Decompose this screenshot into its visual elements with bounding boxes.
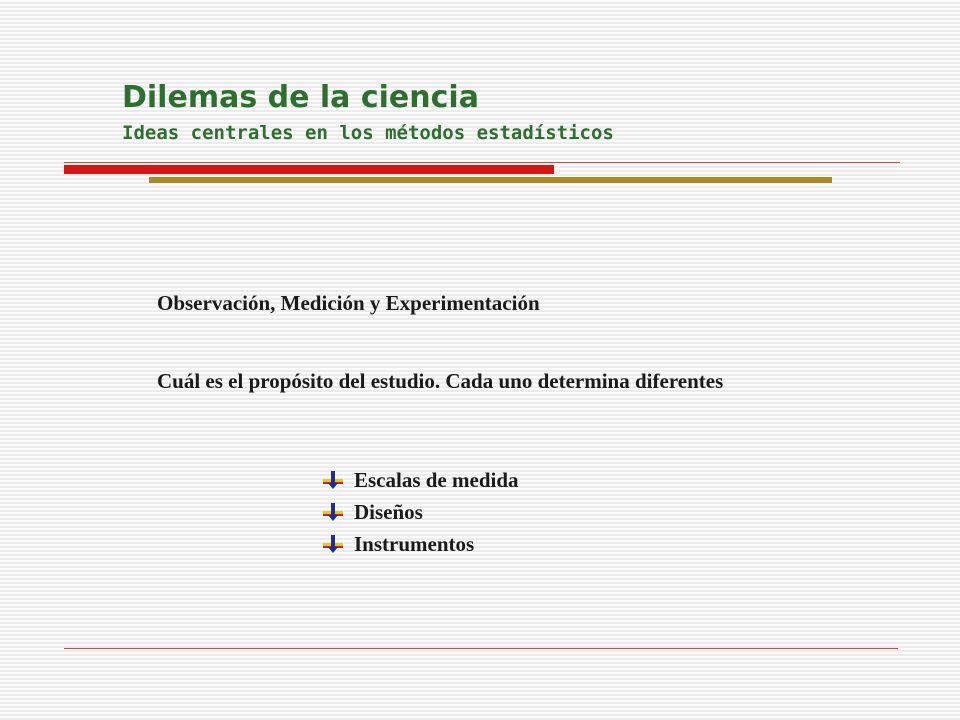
paragraph-observacion: Observación, Medición y Experimentación — [157, 291, 540, 315]
list-item-label: Diseños — [354, 500, 423, 524]
list-item-label: Escalas de medida — [354, 468, 519, 492]
sub-bullet-list — [322, 464, 519, 560]
slide-title: Dilemas de la ciencia — [122, 80, 479, 115]
arrow-down-bullet-icon — [322, 534, 344, 554]
paragraph-proposito: Cuál es el propósito del estudio. Cada uno determina diferentes — [157, 369, 724, 393]
list-item-disenos — [322, 496, 519, 528]
list-item-escalas — [322, 464, 519, 496]
list-item-instrumentos — [322, 528, 519, 560]
list-item-label: Instrumentos — [354, 532, 475, 556]
arrow-down-bullet-icon — [322, 502, 344, 522]
red-accent-bar — [64, 165, 554, 174]
slide-subtitle: Ideas centrales en los métodos estadísticos — [122, 122, 614, 144]
olive-accent-bar — [149, 177, 832, 183]
top-thin-rule — [64, 162, 900, 163]
bottom-thin-rule — [64, 648, 898, 649]
arrow-down-bullet-icon — [322, 470, 344, 490]
